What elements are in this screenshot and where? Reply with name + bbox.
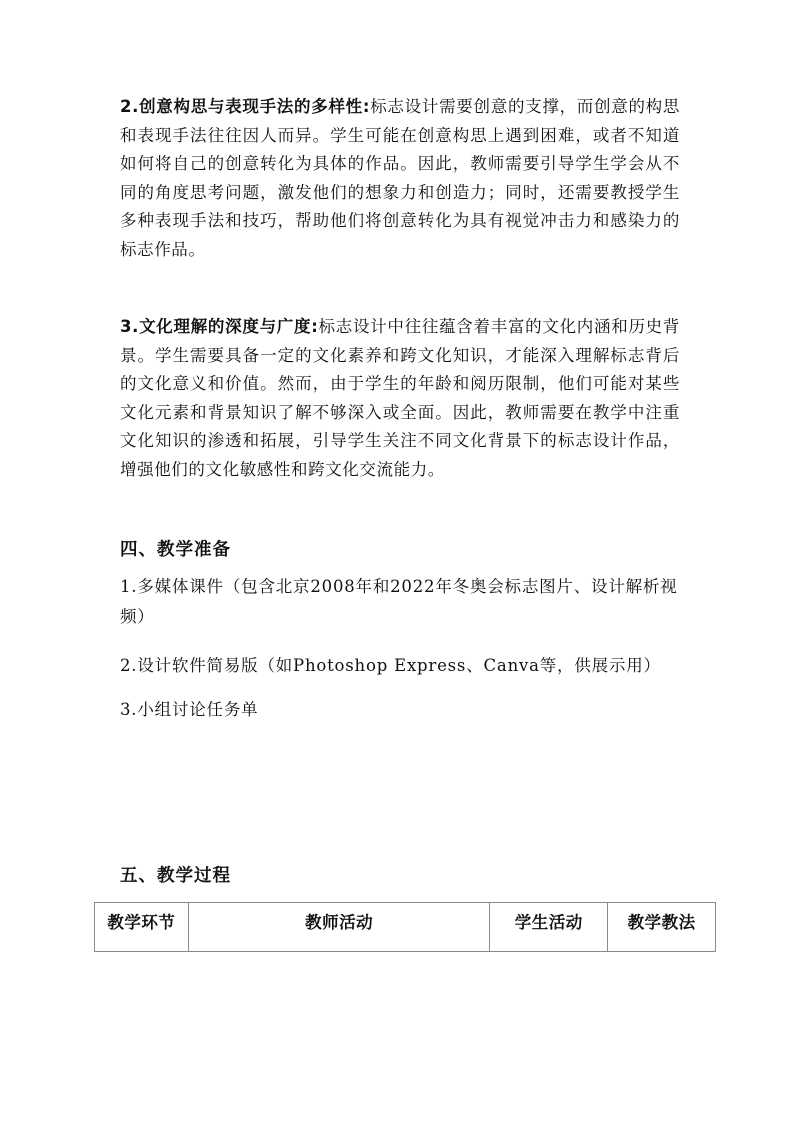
- column-header-student-activity: 学生活动: [490, 903, 608, 952]
- paragraph-creativity: [120, 93, 680, 264]
- column-header-teacher-activity: 教师活动: [188, 903, 489, 952]
- process-table: [94, 902, 716, 952]
- paragraph-creativity-title: 2.创意构思与表现手法的多样性:: [120, 97, 371, 116]
- paragraph-culture-body: 标志设计中往往蕴含着丰富的文化内涵和历史背景。学生需要具备一定的文化素养和跨文化知识，才能深入理解标志背后的文化意义和价值。然而，由于学生的年龄和阅历限制，他们可能对某些文化元素和背景知识了解不够深入或全面。因此，教师需要在教学中注重文化知识的渗透和拓展，引导学生关注不同文化背景下的标志设计作品，增强他们的文化敏感性和跨文化交流能力。: [120, 317, 680, 479]
- prep-item-1: 1.多媒体课件（包含北京2008年和2022年冬奥会标志图片、设计解析视频）: [120, 577, 678, 626]
- prep-item-3: 3.小组讨论任务单: [120, 700, 259, 719]
- table-header-row: [95, 903, 716, 952]
- section-heading-process: 五、教学过程: [120, 866, 231, 886]
- column-header-stage: 教学环节: [95, 903, 189, 952]
- prep-item-2: 2.设计软件简易版（如Photoshop Express、Canva等，供展示用）: [120, 656, 661, 675]
- section-heading-preparation: 四、教学准备: [120, 540, 231, 560]
- column-header-teaching-method: 教学教法: [608, 903, 716, 952]
- paragraph-culture-title: 3.文化理解的深度与广度:: [120, 317, 319, 336]
- paragraph-creativity-body: 标志设计需要创意的支撑，而创意的构思和表现手法往往因人而异。学生可能在创意构思上遇到困难，或者不知道如何将自己的创意转化为具体的作品。因此，教师需要引导学生学会从不同的角度思考问题，激发他们的想象力和创造力；同时，还需要教授学生多种表现手法和技巧，帮助他们将创意转化为具有视觉冲击力和感染力的标志作品。: [120, 97, 680, 259]
- paragraph-culture: [120, 313, 680, 484]
